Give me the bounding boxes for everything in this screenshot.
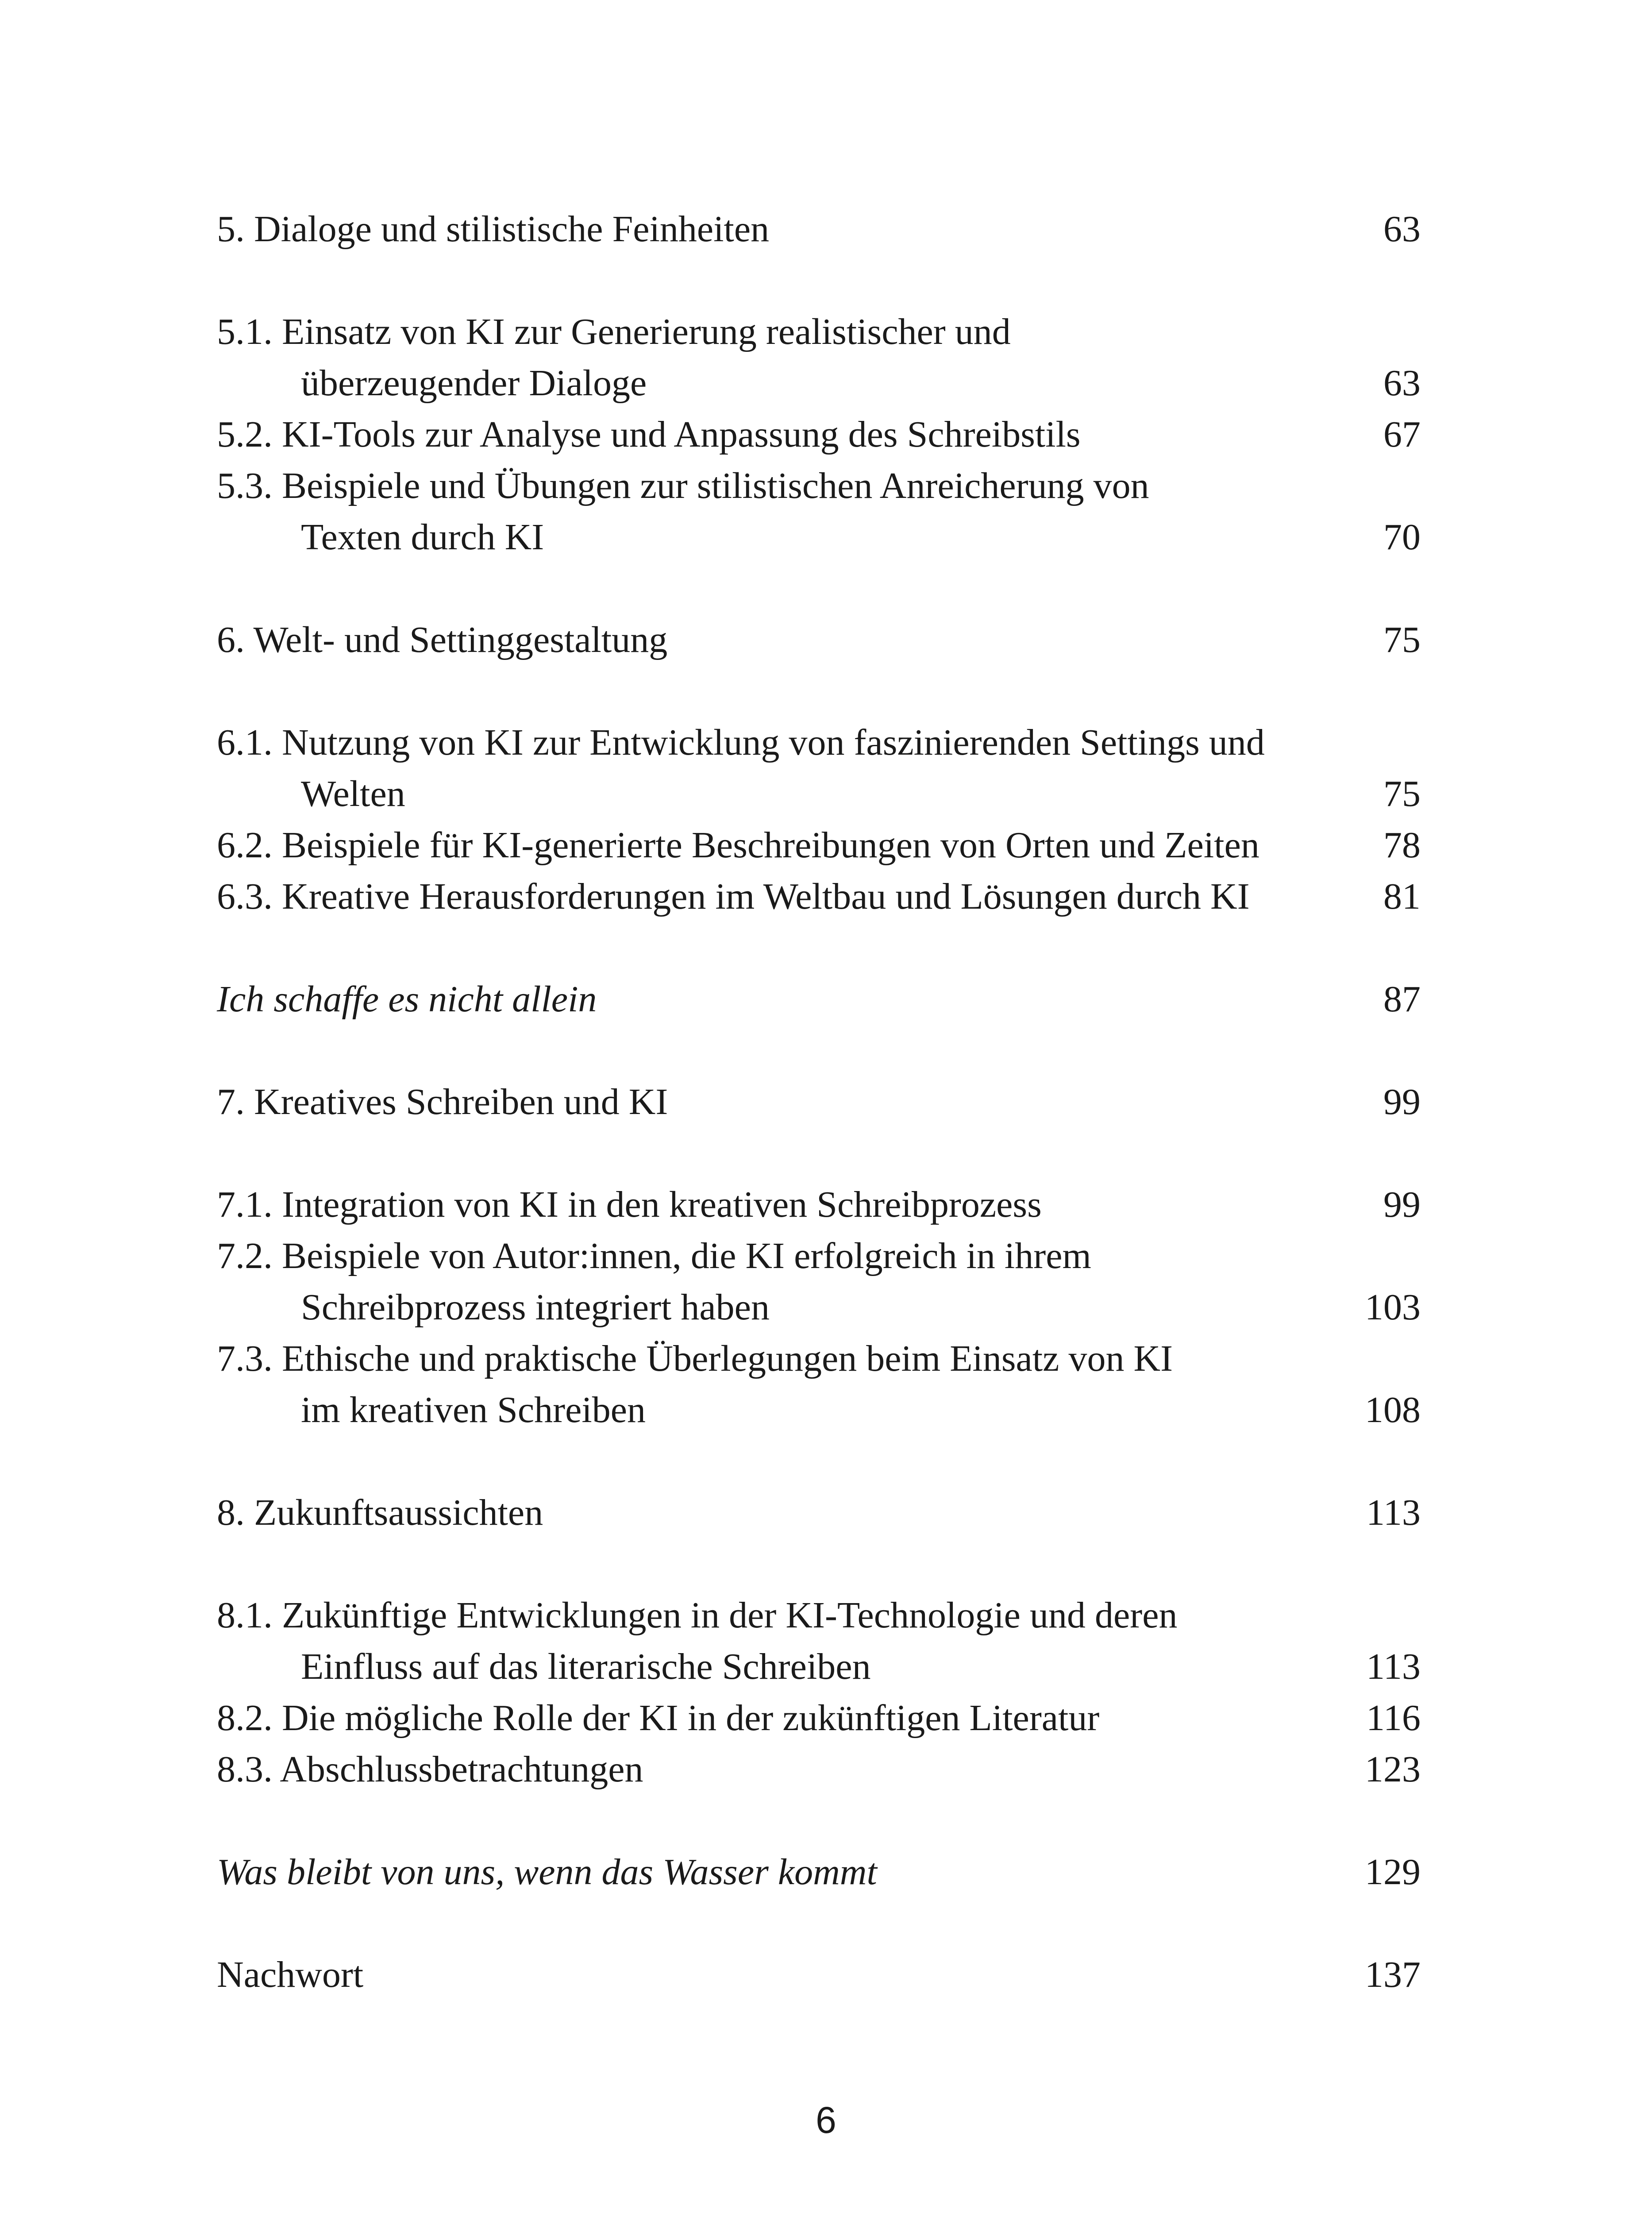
toc-entry-title: [217, 1487, 1350, 1538]
toc-entry-ch6: [217, 614, 1421, 666]
toc-entry-s6-1: [217, 717, 1421, 820]
toc-entry-ch8: [217, 1487, 1421, 1538]
toc-entry-title-line: 5.2. KI-Tools zur Analyse und Anpassung des Schreibstils: [217, 414, 1081, 455]
toc-entry-title-line: 8.2. Die mögliche Rolle der KI in der zukünftigen Literatur: [217, 1697, 1100, 1739]
toc-entry-title-line: 7.2. Beispiele von Autor:innen, die KI erfolgreich in ihrem: [217, 1235, 1091, 1276]
toc-entry-page-number: 137: [1365, 1954, 1421, 1995]
page-number: 6: [816, 2099, 836, 2141]
toc-entry-title-line: 6. Welt- und Settinggestaltung: [217, 619, 668, 660]
toc-entry-title-line: überzeugender Dialoge: [301, 362, 647, 404]
toc-entry-page-number: 87: [1383, 979, 1421, 1020]
toc-entry-title: [217, 1333, 1350, 1436]
toc-entry-title-line: Was bleibt von uns, wenn das Wasser kommt: [217, 1851, 877, 1893]
toc-entry-s5-2: [217, 409, 1421, 460]
toc-entry-page-number: 81: [1383, 876, 1421, 917]
toc-entry-page-number: 116: [1366, 1697, 1421, 1739]
toc-entry-s7-1: [217, 1179, 1421, 1230]
toc-entry-page-number: 99: [1383, 1081, 1421, 1122]
toc-entry-s7-3: [217, 1333, 1421, 1436]
toc-entry-title-line: 7.1. Integration von KI in den kreativen Schreibprozess: [217, 1184, 1042, 1225]
toc-entry-ch5: [217, 204, 1421, 255]
toc-entry-title: [217, 1847, 1350, 1898]
toc-entry-title: [217, 1076, 1350, 1128]
toc-entry-title-line: 6.2. Beispiele für KI-generierte Beschreibungen von Orten und Zeiten: [217, 825, 1259, 866]
toc-entry-title: [217, 820, 1350, 871]
toc-entry-afterword: [217, 1949, 1421, 2001]
toc-entry-title: [217, 460, 1350, 563]
toc-entry-title: [217, 306, 1350, 409]
toc-entry-title: [217, 204, 1350, 255]
toc-entry-ch7: [217, 1076, 1421, 1128]
toc-entry-page-number: 113: [1366, 1646, 1421, 1687]
toc-entry-title: [217, 1693, 1350, 1744]
toc-entry-page-number: 129: [1365, 1851, 1421, 1893]
toc-entry-s7-2: [217, 1230, 1421, 1333]
toc-entry-s6-3: [217, 871, 1421, 922]
toc-entry-title-line: 8. Zukunftsaussichten: [217, 1492, 543, 1533]
toc-entry-s5-1: [217, 306, 1421, 409]
toc-entry-page-number: 75: [1383, 619, 1421, 660]
toc-entry-title: [217, 974, 1350, 1025]
toc-entry-title: [217, 409, 1350, 460]
toc-entry-title: [217, 1744, 1350, 1795]
toc-entry-s8-3: [217, 1744, 1421, 1795]
toc-entry-page-number: 113: [1366, 1492, 1421, 1533]
toc-entry-page-number: 70: [1383, 517, 1421, 558]
toc-entry-title: [217, 717, 1350, 820]
toc-entry-title-line: 7. Kreatives Schreiben und KI: [217, 1081, 668, 1122]
toc-entry-title-line: Welten: [301, 773, 405, 814]
toc-entry-page-number: 103: [1365, 1287, 1421, 1328]
toc-entry-page-number: 99: [1383, 1184, 1421, 1225]
toc-entry-page-number: 67: [1383, 414, 1421, 455]
toc-entry-title-line: 5.1. Einsatz von KI zur Generierung realistischer und: [217, 311, 1011, 352]
toc-entry-page-number: 63: [1383, 362, 1421, 404]
toc-entry-title-line: Texten durch KI: [301, 517, 544, 558]
toc-entry-page-number: 123: [1365, 1749, 1421, 1790]
toc-entry-title-line: 8.3. Abschlussbetrachtungen: [217, 1749, 643, 1790]
toc-entry-title: [217, 1590, 1350, 1693]
toc-entry-page-number: 78: [1383, 825, 1421, 866]
toc-entry-title-line: Nachwort: [217, 1954, 364, 1995]
toc-entry-s8-1: [217, 1590, 1421, 1693]
toc-entry-title-line: Schreibprozess integriert haben: [301, 1287, 770, 1328]
toc-entry-page-number: 63: [1383, 208, 1421, 250]
toc-entry-story2: [217, 1847, 1421, 1898]
toc-entry-page-number: 75: [1383, 773, 1421, 814]
toc-entry-title-line: 5. Dialoge und stilistische Feinheiten: [217, 208, 770, 250]
toc-entry-title-line: im kreativen Schreiben: [301, 1389, 646, 1430]
toc-entry-title-line: 5.3. Beispiele und Übungen zur stilistischen Anreicherung von: [217, 465, 1149, 506]
toc-entry-s5-3: [217, 460, 1421, 563]
toc-entry-title: [217, 1230, 1350, 1333]
toc-entry-title: [217, 871, 1350, 922]
toc-entry-title: [217, 1949, 1350, 2001]
toc-entry-s6-2: [217, 820, 1421, 871]
toc-entry-title: [217, 1179, 1350, 1230]
toc-entry-page-number: 108: [1365, 1389, 1421, 1430]
toc-entry-title-line: 7.3. Ethische und praktische Überlegungen beim Einsatz von KI: [217, 1338, 1173, 1379]
toc-entry-s8-2: [217, 1693, 1421, 1744]
toc-entry-title-line: Einfluss auf das literarische Schreiben: [301, 1646, 871, 1687]
toc-entry-title: [217, 614, 1350, 666]
table-of-contents: [217, 204, 1421, 2001]
toc-entry-title-line: Ich schaffe es nicht allein: [217, 979, 597, 1020]
toc-entry-title-line: 6.1. Nutzung von KI zur Entwicklung von faszinierenden Settings und: [217, 722, 1265, 763]
toc-entry-title-line: 8.1. Zukünftige Entwicklungen in der KI-Technologie und deren: [217, 1595, 1178, 1636]
toc-entry-story1: [217, 974, 1421, 1025]
toc-entry-title-line: 6.3. Kreative Herausforderungen im Weltbau und Lösungen durch KI: [217, 876, 1250, 917]
